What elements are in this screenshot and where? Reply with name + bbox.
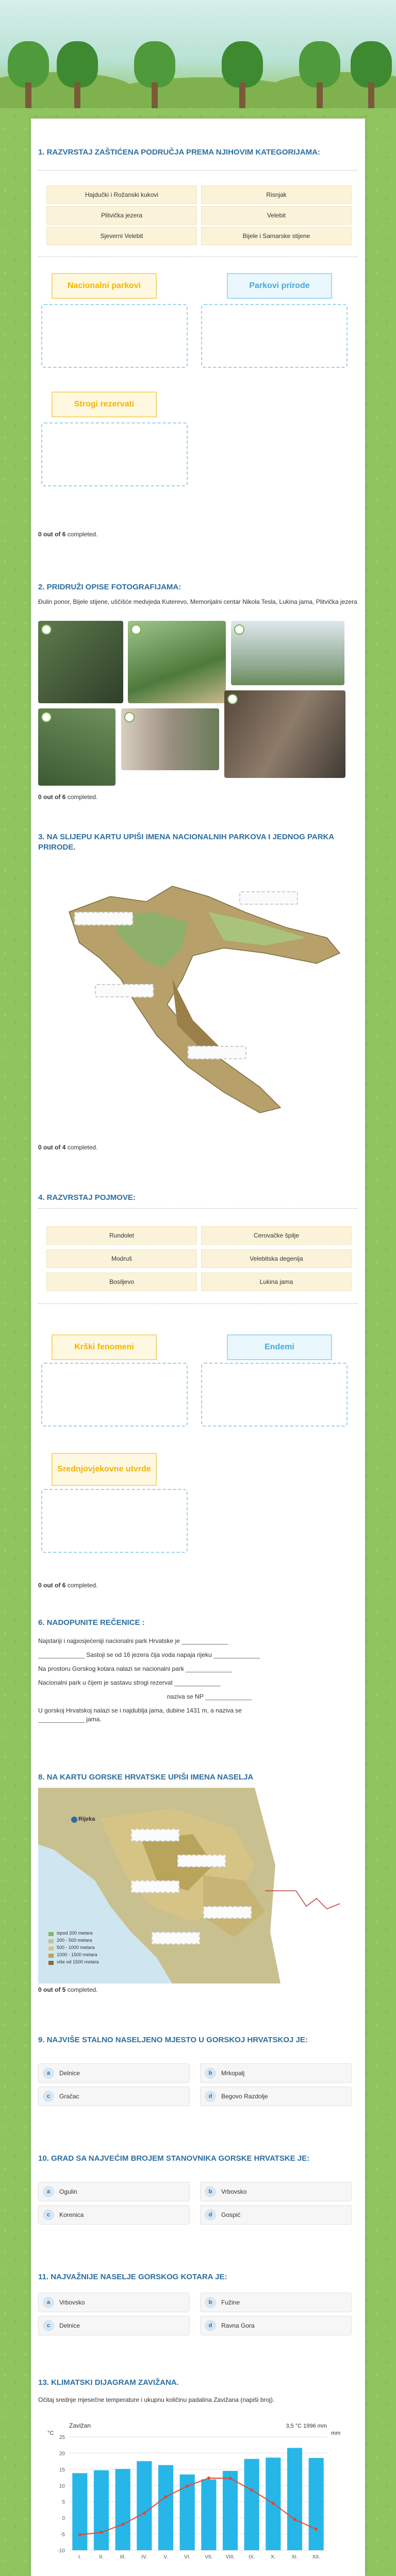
- text-blank[interactable]: [182, 1638, 228, 1645]
- map-answer-field[interactable]: [203, 1906, 252, 1919]
- completion-status: 0 out of 6 completed.: [38, 1582, 98, 1589]
- drop-zone[interactable]: [201, 1363, 348, 1427]
- x-tick-label: X.: [271, 2554, 276, 2560]
- temperature-point: [250, 2488, 253, 2492]
- drag-item[interactable]: Lukina jama: [201, 1273, 352, 1291]
- x-tick-label: XI.: [291, 2554, 298, 2560]
- drop-zone[interactable]: [41, 304, 188, 368]
- section-6-title: 6. NADOPUNITE REČENICE :: [38, 1618, 145, 1627]
- climate-diagram: [38, 2416, 348, 2571]
- temperature-point: [315, 2528, 318, 2531]
- category-label-endemi: Endemi: [227, 1334, 332, 1360]
- legend-entry: 1000 - 1500 metara: [57, 1952, 97, 1957]
- temperature-point: [272, 2502, 275, 2505]
- section-10-title: 10. GRAD SA NAJVEĆIM BROJEM STANOVNIKA GORSKE HRVATSKE JE:: [38, 2154, 310, 2163]
- answer-option[interactable]: c Gračac: [38, 2087, 190, 2106]
- answer-option[interactable]: c Korenica: [38, 2205, 190, 2225]
- legend-entry: ispod 200 metara: [57, 1930, 93, 1936]
- temperature-point: [229, 2477, 232, 2480]
- y-tick-label: 0: [62, 2516, 65, 2522]
- answer-option[interactable]: d Ravna Gora: [200, 2316, 352, 2335]
- answer-option[interactable]: b Vrbovsko: [200, 2182, 352, 2201]
- page-header-banner: [0, 0, 396, 108]
- map-answer-field[interactable]: [74, 912, 133, 925]
- chart-summary: 3,5 °C 1996 mm: [286, 2423, 327, 2429]
- category-label-parkovi-prirode: Parkovi prirode: [227, 273, 332, 299]
- precipitation-bar: [201, 2479, 216, 2550]
- text-blank[interactable]: [174, 1680, 221, 1686]
- map-answer-field[interactable]: [188, 1046, 246, 1059]
- x-tick-label: III.: [120, 2554, 126, 2560]
- precipitation-bar: [116, 2469, 130, 2550]
- temperature-point: [143, 2512, 146, 2515]
- x-tick-label: VIII.: [225, 2554, 235, 2560]
- drop-pin[interactable]: [41, 712, 52, 722]
- croatia-blind-map: [38, 866, 348, 1133]
- x-tick-label: V.: [163, 2554, 168, 2560]
- precipitation-bar: [158, 2465, 173, 2550]
- divider: [38, 1303, 358, 1304]
- drag-item[interactable]: Cerovačke špilje: [201, 1226, 352, 1245]
- map-city-label: Rijeka: [78, 1816, 95, 1822]
- chart-title: Zavižan: [69, 2422, 91, 2429]
- photo-memorial-centre: [231, 621, 344, 685]
- drop-zone[interactable]: [41, 1363, 188, 1427]
- sentence-line: nazivа se NP: [38, 1693, 358, 1700]
- temperature-point: [186, 2485, 189, 2488]
- drag-item[interactable]: Plitvička jezera: [46, 206, 197, 225]
- answer-option[interactable]: d Gospić: [200, 2205, 352, 2225]
- photo-pit: [224, 690, 345, 778]
- drop-zone[interactable]: [201, 304, 348, 368]
- x-tick-label: VI.: [184, 2554, 191, 2560]
- map-answer-field[interactable]: [95, 984, 154, 997]
- temperature-point: [293, 2518, 296, 2521]
- text-blank[interactable]: [205, 1693, 252, 1700]
- photo-lakes: [128, 621, 226, 703]
- drag-item[interactable]: Rundolet: [46, 1226, 197, 1245]
- map-answer-field[interactable]: [239, 891, 298, 905]
- completion-status: 0 out of 5 completed.: [38, 1986, 98, 1993]
- category-label-nacionalni-parkovi: Nacionalni parkovi: [52, 273, 157, 299]
- y-tick-label: -5: [60, 2532, 65, 2538]
- precipitation-bar: [223, 2471, 238, 2550]
- answer-option[interactable]: d Begovo Razdolje: [200, 2087, 352, 2106]
- precipitation-bar: [309, 2458, 324, 2550]
- legend-entry: više od 1500 metara: [57, 1959, 99, 1964]
- completion-status: 0 out of 6 completed.: [38, 793, 98, 801]
- answer-option[interactable]: c Delnice: [38, 2316, 190, 2335]
- drop-pin[interactable]: [234, 624, 244, 635]
- x-tick-label: IV.: [141, 2554, 147, 2560]
- x-tick-label: XII.: [312, 2554, 320, 2560]
- answer-option[interactable]: a Vrbovsko: [38, 2293, 190, 2312]
- drag-item[interactable]: Sjeverni Velebit: [46, 227, 197, 245]
- map-answer-field[interactable]: [177, 1855, 226, 1867]
- category-label-strogi-rezervati: Strogi rezervati: [52, 392, 157, 417]
- section-13-description: Očitaj srednje mjesečne temperature i ukupnu količinu padalina Zavižana (napiši broj).: [38, 2396, 275, 2403]
- drag-item[interactable]: Hajdučki i Rožanski kukovi: [46, 185, 197, 204]
- precipitation-bar: [94, 2470, 109, 2550]
- drag-item[interactable]: Modruš: [46, 1249, 197, 1268]
- section-3-title: 3. NA SLIJEPU KARTU UPIŠI IMENA NACIONALNIH PARKOVA I JEDNOG PARKA PRIRODE.: [38, 833, 334, 852]
- y-tick-label: 20: [59, 2451, 65, 2457]
- precipitation-bar: [287, 2448, 302, 2550]
- drop-pin[interactable]: [124, 712, 135, 722]
- section-4-title: 4. RAZVRSTAJ POJMOVE:: [38, 1193, 136, 1202]
- temperature-point: [78, 2533, 81, 2536]
- section-13-title: 13. KLIMATSKI DIJAGRAM ZAVIŽANA.: [38, 2378, 179, 2387]
- precipitation-bar: [244, 2459, 259, 2550]
- answer-option[interactable]: a Delnice: [38, 2063, 190, 2083]
- answer-option[interactable]: b Mrkopalj: [200, 2063, 352, 2083]
- sentence-line: Sastoji se od 16 jezera čija voda napaja rijeku: [38, 1651, 358, 1658]
- text-blank[interactable]: [186, 1666, 232, 1672]
- y-tick-label: 10: [59, 2483, 65, 2489]
- section-2-title: 2. PRIDRUŽI OPISE FOTOGRAFIJAMA:: [38, 583, 182, 591]
- section-2-description: Đulin ponor, Bijele stijene, uščišće medvjeda Kuterevo, Memorijalni centar Nikola Tesla, Lukina jama, Plitvička jezera: [38, 598, 357, 605]
- drop-pin[interactable]: [227, 694, 238, 704]
- legend-entry: 500 - 1000 metara: [57, 1945, 95, 1950]
- precipitation-bar: [72, 2473, 87, 2550]
- y-axis-label-right: mm: [331, 2430, 341, 2436]
- y-axis-label: °C: [47, 2430, 54, 2436]
- section-8-title: 8. NA KARTU GORSKE HRVATSKE UPIŠI IMENA NASELJA: [38, 1773, 254, 1782]
- drag-item[interactable]: Velebit: [201, 206, 352, 225]
- x-tick-label: IX.: [249, 2554, 255, 2560]
- answer-option[interactable]: b Fužine: [200, 2293, 352, 2312]
- temperature-point: [100, 2531, 103, 2534]
- divider: [38, 1208, 358, 1209]
- sentence-line: Najstariji i najposjećeniji nacionalni park Hrvatske je: [38, 1637, 358, 1645]
- sentence-line: jama.: [38, 1716, 358, 1723]
- x-tick-label: I.: [78, 2554, 81, 2560]
- category-label-krski-fenomeni: Krški fenomeni: [52, 1334, 157, 1360]
- section-1-title: 1. RAZVRSTAJ ZAŠTIĆENA PODRUČJA PREMA NJIHOVIM KATEGORIJAMA:: [38, 148, 320, 157]
- photo-cave: [38, 621, 123, 703]
- sentence-line: Nacionalni park u čijem je sastavu strogi rezervat: [38, 1679, 358, 1686]
- map-answer-field[interactable]: [131, 1880, 179, 1893]
- worksheet-content: [31, 118, 365, 2576]
- precipitation-bar: [137, 2461, 152, 2550]
- temperature-point: [164, 2495, 168, 2498]
- temperature-point: [121, 2523, 124, 2526]
- divider: [38, 170, 358, 171]
- drag-item[interactable]: Bijele i Samarske stijene: [201, 227, 352, 245]
- drag-item[interactable]: Velebitska degenija: [201, 1249, 352, 1268]
- x-tick-label: II.: [99, 2554, 104, 2560]
- section-9-title: 9. NAJVIŠE STALNO NASELJENO MJESTO U GORSKOJ HRVATSKOJ JE:: [38, 2036, 308, 2044]
- drag-item[interactable]: Bosiljevo: [46, 1273, 197, 1291]
- answer-option[interactable]: a Ogulin: [38, 2182, 190, 2201]
- drop-pin[interactable]: [41, 624, 52, 635]
- section-11-title: 11. NAJVAŽNIJE NASELJE GORSKOG KOTARA JE:: [38, 2273, 227, 2281]
- map-answer-field[interactable]: [131, 1829, 179, 1841]
- drag-item[interactable]: Risnjak: [201, 185, 352, 204]
- drop-pin[interactable]: [131, 624, 141, 635]
- y-tick-label: 15: [59, 2467, 65, 2473]
- y-tick-label: 5: [62, 2499, 65, 2505]
- x-tick-label: VII.: [205, 2554, 213, 2560]
- drop-zone[interactable]: [41, 422, 188, 486]
- completion-status: 0 out of 4 completed.: [38, 1144, 98, 1151]
- y-tick-label: 25: [59, 2435, 65, 2441]
- sentence-line: Na prostoru Gorskog kotara nalazi se nacionalni park: [38, 1665, 358, 1672]
- text-blank[interactable]: [38, 1652, 85, 1658]
- drop-zone[interactable]: [41, 1489, 188, 1553]
- map-answer-field[interactable]: [152, 1932, 200, 1944]
- completion-status: 0 out of 6 completed.: [38, 531, 98, 538]
- text-blank[interactable]: [38, 1716, 85, 1723]
- y-tick-label: -10: [57, 2548, 65, 2554]
- legend-entry: 200 - 500 metara: [57, 1938, 92, 1943]
- sentence-line: U gorskoj Hrvatskoj nalazi se i najdublja jama, dubine 1431 m, a naziva se: [38, 1707, 242, 1714]
- photo-rocks: [121, 708, 219, 770]
- temperature-point: [207, 2477, 210, 2480]
- text-blank[interactable]: [213, 1652, 260, 1658]
- category-label-srednjovjekovne-utvrde: Srednjovjekovne utvrde: [52, 1453, 157, 1486]
